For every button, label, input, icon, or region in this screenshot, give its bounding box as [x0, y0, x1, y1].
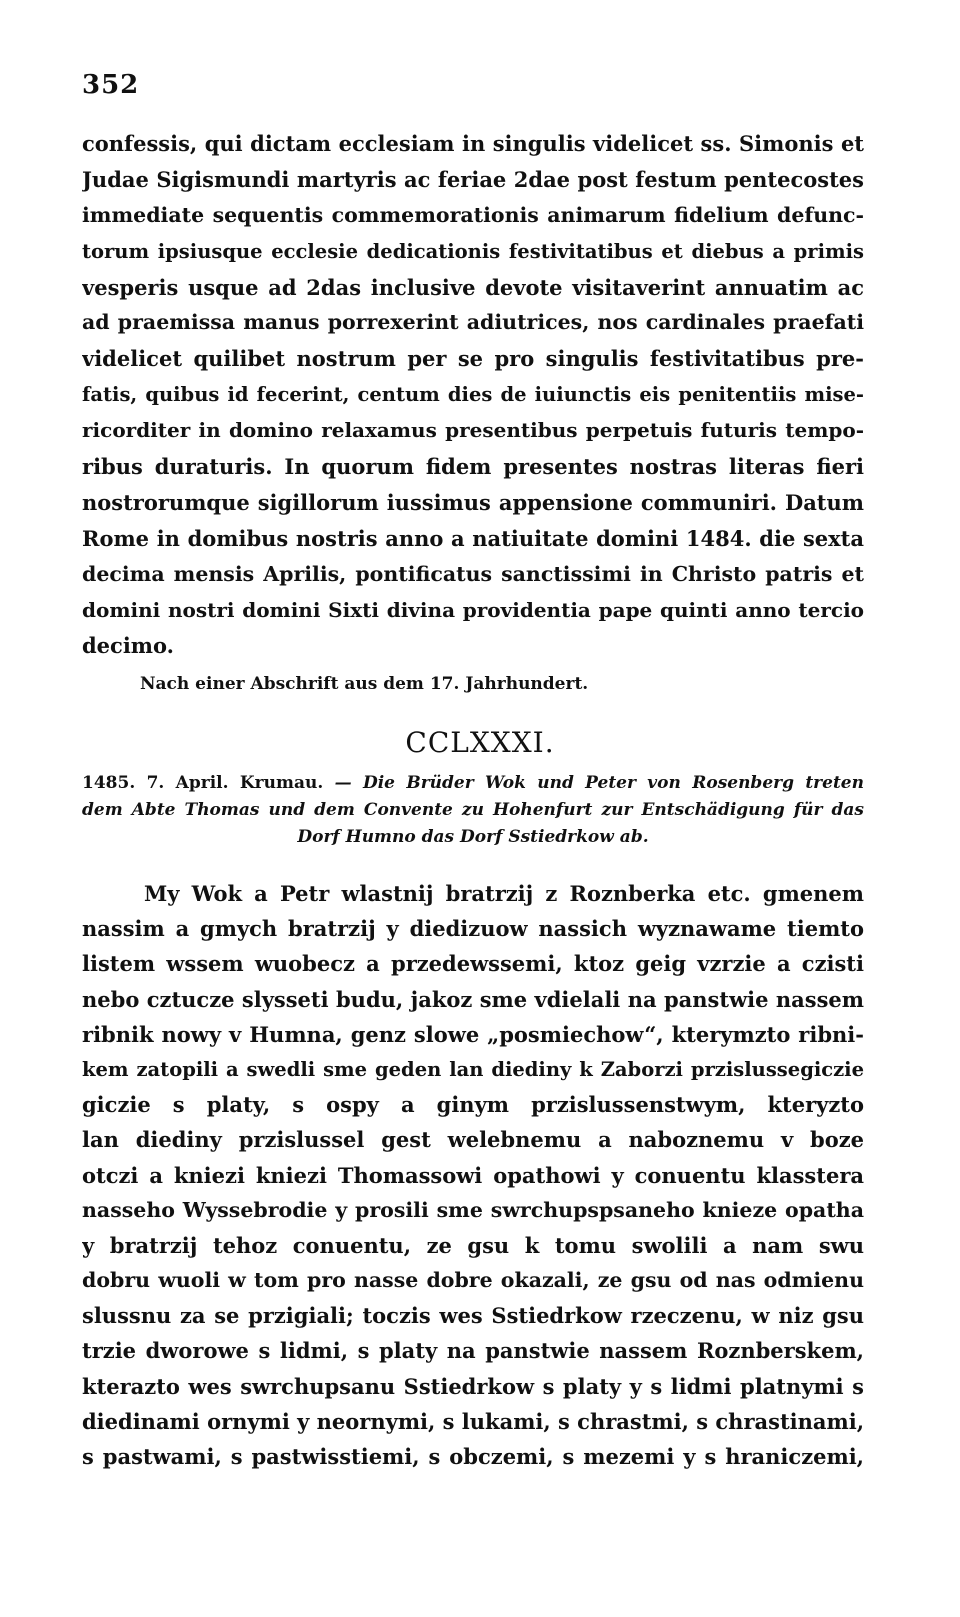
text-line: trzie dworowe s lidmi, s platy na panstwie nassem Roznberskem, [82, 1338, 864, 1364]
text-line: giczie s platy, s ospy a ginym przislussenstwym, kteryzto [82, 1092, 864, 1118]
header-summary-start: — Die Brüder Wok und Peter von Rosenberg treten [323, 773, 864, 793]
text-line: nassim a gmych bratrzij y diedizuow nassich wyznawame tiemto [82, 916, 864, 942]
text-line: diedinami ornymi y neornymi, s lukami, s chrastmi, s chrastinami, [82, 1408, 864, 1434]
header-line: Dorf Humno das Dorf Sstiedrkow ab. [297, 827, 649, 847]
text-line: s pastwami, s pastwisstiemi, s obczemi, s mezemi y s hraniczemi, [82, 1444, 864, 1469]
page-number: 352 [82, 70, 140, 100]
text-line: vesperis usque ad 2das inclusive devote visitaverint annuatim ac [82, 274, 864, 300]
text-line: lan diediny przislussel gest welebnemu a naboznemu v boze [82, 1127, 864, 1153]
text-line: listem wssem wuobecz a przedewssemi, ktoz geig vzrzie a czisti [82, 951, 864, 977]
text-line: confessis, qui dictam ecclesiam in singulis videlicet ss. Simonis et [82, 131, 864, 156]
text-line: decima mensis Aprilis, pontificatus sanctissimi in Christo patris et [82, 561, 864, 586]
text-line: nostrorumque sigillorum iussimus appensione communiri. Datum [82, 489, 864, 515]
document-header [82, 770, 864, 851]
text-line: kem zatopili a swedli sme geden lan diediny k Zaborzi przislussegiczie [82, 1057, 864, 1081]
text-line: immediate sequentis commemorationis animarum fidelium defunc- [82, 202, 864, 227]
header-line [82, 770, 864, 797]
charter-text [82, 876, 864, 1474]
document-number: CCLXXXI. [405, 726, 555, 759]
header-date-place: 1485. 7. April. Krumau. [82, 773, 324, 793]
source-note: Nach einer Abschrift aus dem 17. Jahrhundert. [140, 674, 589, 694]
text-line: nebo cztucze slysseti budu, jakoz sme vdielali na panstwie nassem [82, 986, 864, 1012]
text-line: ribus duraturis. In quorum fidem presentes nostras literas fieri [82, 454, 864, 480]
text-line: fatis, quibus id fecerint, centum dies de iuiunctis eis penitentiis mise- [82, 383, 864, 407]
text-line: Judae Sigismundi martyris ac feriae 2dae post festum pentecostes [82, 166, 864, 192]
text-line: torum ipsiusque ecclesie dedicationis festivitatibus et diebus a primis [82, 239, 864, 263]
text-line: ad praemissa manus porrexerint adiutrices, nos cardinales praefati [82, 310, 864, 335]
text-line: Rome in domibus nostris anno a natiuitate domini 1484. die sexta [82, 525, 864, 551]
text-line: My Wok a Petr wlastnij bratrzij z Roznberka etc. gmenem [144, 881, 864, 906]
header-line: dem Abte Thomas und dem Convente zu Hohenfurt zur Entschädigung für das [82, 800, 864, 820]
text-line: nasseho Wyssebrodie y prosili sme swrchupspsaneho knieze opatha [82, 1197, 864, 1222]
text-line: slussnu za se przigiali; toczis wes Sstiedrkow rzeczenu, w niz gsu [82, 1303, 864, 1329]
text-line: y bratrzij tehoz conuentu, ze gsu k tomu swolili a nam swu [82, 1232, 864, 1258]
text-line: videlicet quilibet nostrum per se pro singulis festivitatibus pre- [82, 346, 864, 372]
text-line: kterazto wes swrchupsanu Sstiedrkow s platy y s lidmi platnymi s [82, 1373, 864, 1399]
text-line: domini nostri domini Sixti divina providentia pape quinti anno tercio [82, 597, 864, 622]
text-line: dobru wuoli w tom pro nasse dobre okazali, ze gsu od nas odmienu [82, 1268, 864, 1293]
text-line: otczi a kniezi kniezi Thomassowi opathowi y conuentu klasstera [82, 1162, 864, 1188]
text-line: ricorditer in domino relaxamus presentibus perpetuis futuris tempo- [82, 418, 864, 443]
text-line: ribnik nowy v Humna, genz slowe „posmiechow“, kterymzto ribni- [82, 1021, 864, 1047]
continuation-text [82, 126, 864, 664]
text-line: decimo. [82, 633, 174, 659]
